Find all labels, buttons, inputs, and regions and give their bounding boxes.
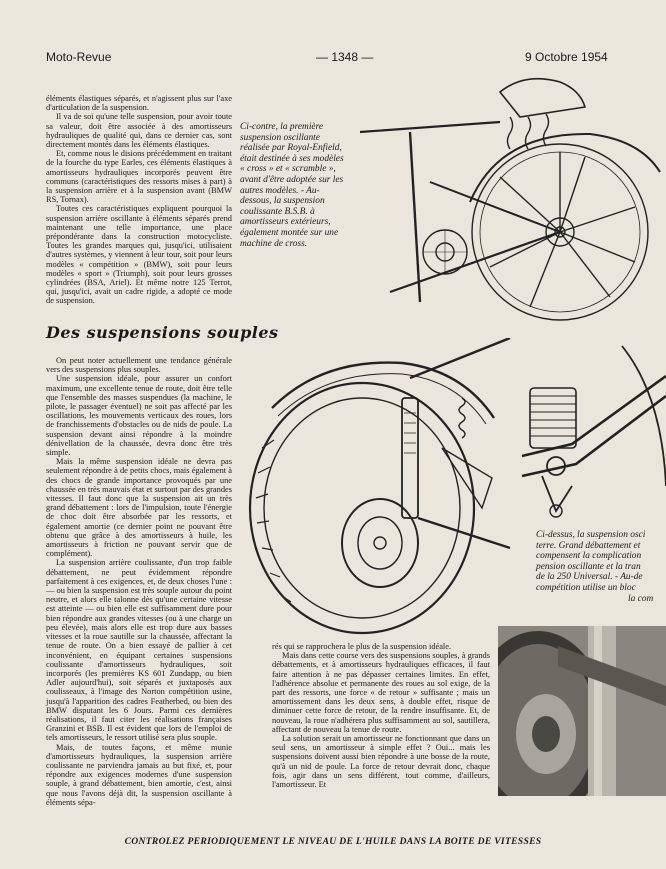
rear-hub-photograph xyxy=(498,626,666,796)
paragraph: On peut noter actuellement une tendance générale vers des suspensions plus souples. xyxy=(46,356,232,375)
paragraph: Mais la même suspension idéale ne devra pas seulement répondre à de petits chocs, mais également à des chocs de grande importance provoqués par une chaussée en très mauvais état et surtout par des grandes vitesses. Il faut donc que la suspension ait un très grand débattement : lors de l'impulsion, toute l'énergie de choc doit être absorbée par les ressorts, et également amortie (ce dernier point ne pouvant être obtenu que grâce à des amortisseurs à huile, les amortisseurs à friction ne pouvant servir que de complément). xyxy=(46,457,232,559)
paragraph: Une suspension idéale, pour assurer un confort maximum, une excellente tenue de route, doit être telle que l'ensemble des masses suspendues (la machine, le pilote, le passager éventuel) ne soit pas affecté par les oscillations, les mouvements verticaux des roues, lors de franchissements d'obstacles ou de nids de poule. La suspension devant ainsi répondre à la moindre dénivellation de la chaussée, devra donc être très simple. xyxy=(46,374,232,458)
page-footer-slogan: CONTROLEZ PERIODIQUEMENT LE NIVEAU DE L'HUILE DANS LA BOITE DE VITESSES xyxy=(124,836,542,847)
caption-line: compensent la complication xyxy=(536,551,642,562)
paragraph: Et, comme nous le disions précédemment en traitant de la fourche du type Earles, ces éléments élastiques à amortisseurs hydrauliques incorporés peuvent être communs (caractéristiques des ressorts mises à part) à la suspension arrière et à la suspension avant (BMW RS, Tornax). xyxy=(46,149,232,205)
bsb-sliding-suspension-illustration xyxy=(232,338,512,638)
caption-line: Ci-dessus, la suspension osci xyxy=(536,530,646,540)
paragraph: Toutes ces caractéristiques expliquent pourquoi la suspension arrière oscillante à éléments séparés prend maintenant une telle importance, une place prépondérante dans la construction motocycliste. Toutes les grandes marques qui, jusqu'ici, utilisaient d'autres systèmes, y viennent à leur tour, soit pour leurs modèles « compétition » (BMW), soit pour leurs modèles « sport » (Triumph), soit pour leurs grosses cylindrées (BSA, Ariel). Et même notre 125 Terrot, qui, jusqu'ici, avait un cadre rigide, a adopté ce mode de suspension. xyxy=(46,204,232,306)
caption-line: compétition utilise un bloc xyxy=(536,582,636,593)
article-col1-main xyxy=(46,356,232,807)
caption-top xyxy=(240,122,350,249)
paragraph: Il va de soi qu'une telle suspension, pour avoir toute sa valeur, doit être associée à des amortisseurs hydrauliques de qualité qui, dans ce dernier cas, sont directement montés dans les éléments élastiques. xyxy=(46,112,232,150)
caption-line: la com xyxy=(628,593,654,604)
paragraph: rés qui se rapprochera le plus de la suspension idéale. xyxy=(272,642,452,651)
section-headline: Des suspensions souples xyxy=(46,323,279,342)
paragraph: Mais, de toutes façons, et même munie d'amortisseurs hydrauliques, la suspension arrière coulissante ne parviendra jamais au but fixé, et, pour répondre aux exigences modernes d'une suspension souple, à grand débattement, bien amortie, c'est, ainsi que nous l'avons déjà dit, la suspension oscillante à éléments sépa- xyxy=(46,742,232,807)
paragraph: éléments élastiques séparés, et n'agissent plus sur l'axe d'articulation de la suspension. xyxy=(46,94,232,113)
universal-swing-arm-illustration xyxy=(512,336,666,536)
paragraph: Mais dans cette course vers des suspensions souples, à grands débattements, et à amortisseurs hydrauliques efficaces, il faut faire attention à ne pas dépasser certaines limites. En effet, l'adhérence absolue et permanente des roues au sol exige, de la part des ressorts, une force « de retour » suffisante ; mais un amortissement dans les deux sens, à double effet, risque de diminuer cette force de retour, de la rendre insuffisante. Et, de nouveau, la roue n'adhérera plus suffisamment au sol, sautillera, affectant de nouveau la tenue de route. xyxy=(272,651,490,734)
paragraph: La suspension arrière coulissante, d'un trop faible débattement, ne peut évidemment répondre parfaitement à ces exigences, et, de deux choses l'une : — ou bien la suspension est très souple autour du point neutre, et alors elle talonne dès qu'une certaine vitesse est atteinte — ou bien elle est suffisamment dure pour bien répondre aux grandes vitesses (ou à une charge un peu élevée), mais alors elle est trop dure aux basses vitesses et la roue sautille sur la chaussée, affectant la tenue de route. On a bien essayé de pallier à cet inconvénient, en équipant certaines suspensions coulissante d'amortisseurs hydrauliques, soit incorporés (les premières KS 601 Zundapp, ou bien Adler aujourd'hui), soit séparés et juxtaposés aux coulisseaux, à l'image des Norton compétition usine, jusqu'à l'apparition des cadres Featherbed, ou bien des BMW disputant les 6 Jours. Parmi ces dernières réalisations, il faut citer les réalisations françaises Granzini et BSB. Il est évident que lors de l'emploi de tels amortisseurs, le ressort utilisé sera plus souple. xyxy=(46,558,232,743)
paragraph: La solution serait un amortisseur ne fonctionnant que dans un seul sens, un amortisseur à simple effet ? Oui... mais les suspensions doivent aussi bien répondre à une bosse de la route, qu'à un nid de poule. La force de retour devrait donc, chaque fois, agir dans un sens différent, tout comme, d'ailleurs, l'amortisseur. Et xyxy=(272,734,490,790)
caption-line: terre. Grand débattement et xyxy=(536,540,641,551)
royal-enfield-suspension-illustration xyxy=(350,62,666,322)
caption-line: de la 250 Universal. - Au-de xyxy=(536,572,643,583)
caption-text: Ci-contre, la première suspension oscillante réalisée par Royal-Enfield, était destinée à ses modèles « cross » et « scramble », avant d'être adoptée sur les autres modèles. - Au-dessous, la suspension coulissante B.S.B. à amortisseurs extérieurs, également montée sur une machine de cross. xyxy=(240,122,344,249)
caption-right xyxy=(536,530,666,604)
page-number: — 1348 — xyxy=(316,50,374,64)
running-head: Moto-Revue xyxy=(46,50,112,64)
issue-date: 9 Octobre 1954 xyxy=(525,50,608,64)
article-col2-main xyxy=(272,642,490,789)
article-col1-top xyxy=(46,94,232,306)
caption-line: pension oscillante et la tran xyxy=(536,561,641,572)
